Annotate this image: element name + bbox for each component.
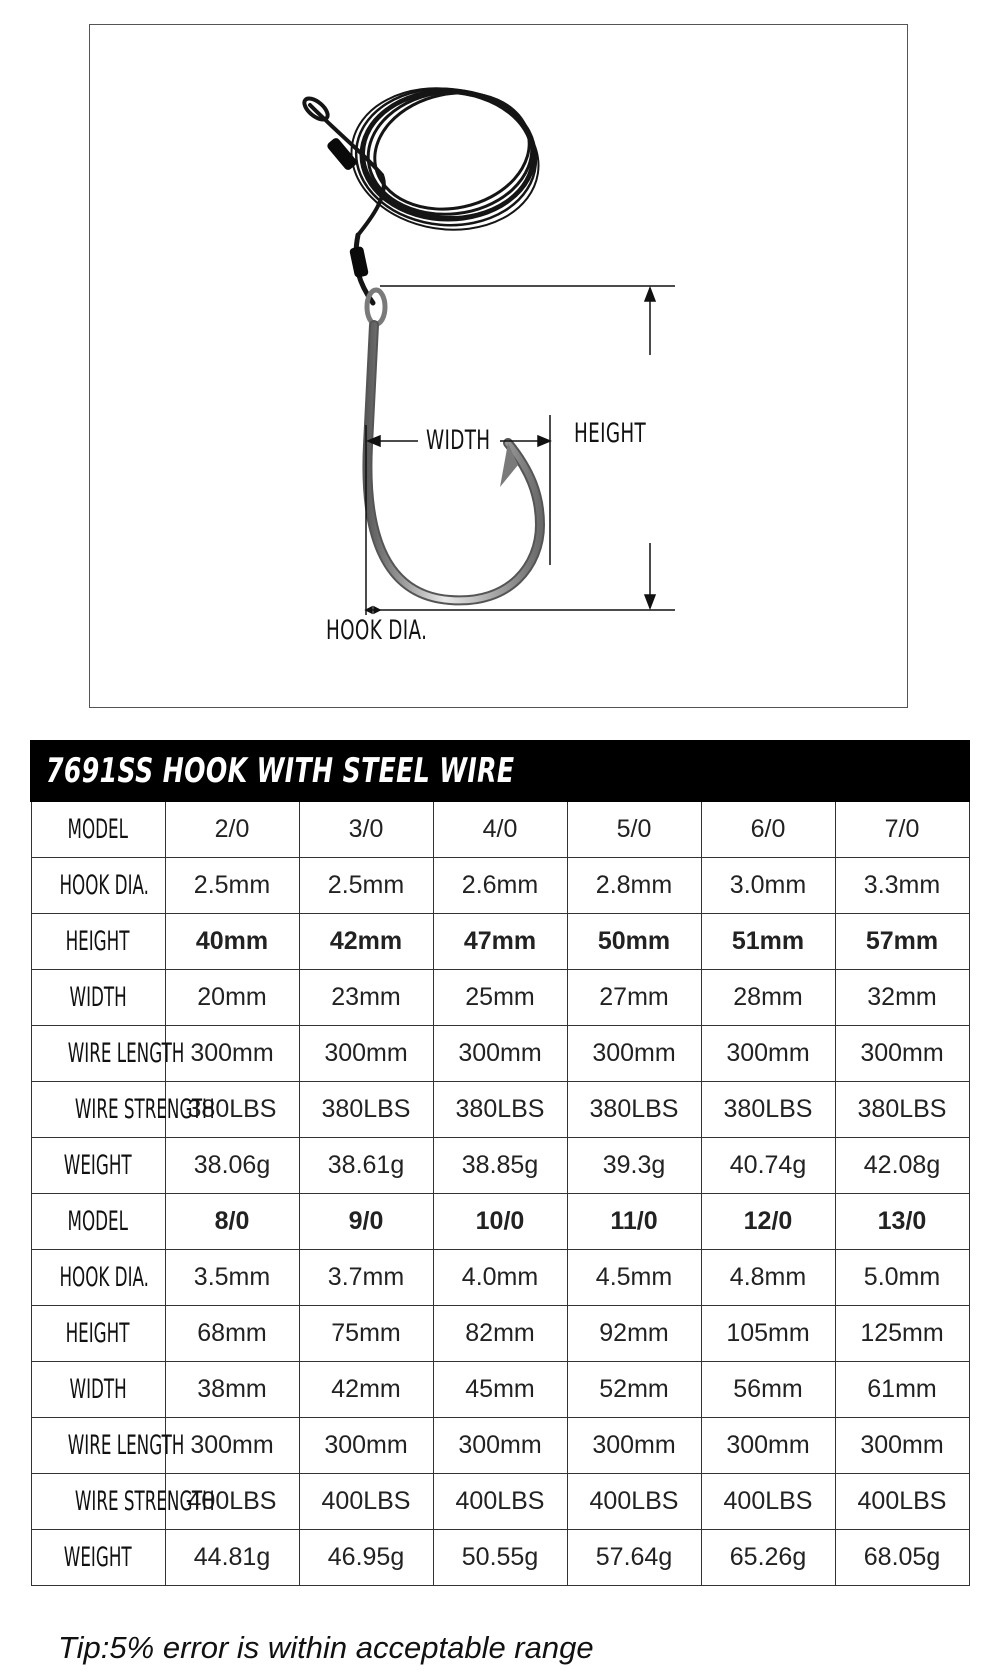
table-row bbox=[31, 1194, 969, 1250]
row-label-cell bbox=[31, 1418, 184, 1474]
row-label-cell bbox=[31, 858, 165, 914]
width-label: WIDTH bbox=[426, 425, 491, 456]
row-label: WIDTH bbox=[69, 1374, 127, 1405]
row-label: WIRE LENGTH bbox=[67, 1430, 184, 1461]
table-cell: 3.0mm bbox=[701, 858, 835, 914]
table-title-row bbox=[31, 741, 969, 801]
table-row bbox=[31, 1474, 969, 1530]
table-cell: 400LBS bbox=[567, 1474, 701, 1530]
row-label: HEIGHT bbox=[66, 926, 130, 957]
table-row bbox=[31, 1362, 969, 1418]
table-cell: 7/0 bbox=[835, 801, 969, 858]
hook-dia-label: HOOK DIA. bbox=[326, 615, 428, 646]
table-cell: 300mm bbox=[701, 1026, 835, 1082]
table-cell: 300mm bbox=[433, 1418, 567, 1474]
table-cell: 57mm bbox=[835, 914, 969, 970]
table-cell: 82mm bbox=[433, 1306, 567, 1362]
row-label-cell bbox=[31, 1474, 215, 1530]
table-cell: 400LBS bbox=[299, 1474, 433, 1530]
table-cell: 38.85g bbox=[433, 1138, 567, 1194]
table-cell: 380LBS bbox=[835, 1082, 969, 1138]
table-cell: 300mm bbox=[433, 1026, 567, 1082]
row-label: WEIGHT bbox=[64, 1150, 132, 1181]
table-cell: 61mm bbox=[835, 1362, 969, 1418]
table-cell: 65.26g bbox=[701, 1530, 835, 1586]
table-cell: 125mm bbox=[835, 1306, 969, 1362]
table-row bbox=[31, 1306, 969, 1362]
table-row bbox=[31, 1082, 969, 1138]
row-label-cell bbox=[31, 801, 165, 858]
row-label: WIRE STRENGTH bbox=[74, 1094, 215, 1125]
row-label-cell bbox=[31, 1194, 165, 1250]
product-figure bbox=[89, 24, 908, 708]
row-label-cell bbox=[31, 1362, 165, 1418]
table-cell: 400LBS bbox=[835, 1474, 969, 1530]
table-cell: 9/0 bbox=[299, 1194, 433, 1250]
table-cell: 92mm bbox=[567, 1306, 701, 1362]
table-cell: 4.0mm bbox=[433, 1250, 567, 1306]
table-cell: 12/0 bbox=[701, 1194, 835, 1250]
table-cell: 300mm bbox=[835, 1418, 969, 1474]
table-cell: 38.61g bbox=[299, 1138, 433, 1194]
table-cell: 3.5mm bbox=[165, 1250, 299, 1306]
hook-diagram bbox=[90, 25, 909, 709]
table-cell: 300mm bbox=[165, 1026, 299, 1082]
table-cell: 5.0mm bbox=[835, 1250, 969, 1306]
row-label-cell bbox=[31, 1138, 165, 1194]
table-cell: 5/0 bbox=[567, 801, 701, 858]
table-cell: 42.08g bbox=[835, 1138, 969, 1194]
table-cell: 57.64g bbox=[567, 1530, 701, 1586]
table-cell: 300mm bbox=[701, 1418, 835, 1474]
row-label: WIDTH bbox=[69, 982, 127, 1013]
table-cell: 51mm bbox=[701, 914, 835, 970]
row-label: HOOK DIA. bbox=[58, 1262, 149, 1293]
table-cell: 40.74g bbox=[701, 1138, 835, 1194]
spec-table bbox=[30, 740, 970, 1586]
table-cell: 27mm bbox=[567, 970, 701, 1026]
table-cell: 52mm bbox=[567, 1362, 701, 1418]
table-cell: 11/0 bbox=[567, 1194, 701, 1250]
row-label-cell bbox=[31, 1530, 165, 1586]
table-title: 7691SS HOOK WITH STEEL WIRE bbox=[31, 741, 969, 801]
table-cell: 4.5mm bbox=[567, 1250, 701, 1306]
row-label: WIRE STRENGTH bbox=[74, 1486, 215, 1517]
table-cell: 4/0 bbox=[433, 801, 567, 858]
table-cell: 380LBS bbox=[567, 1082, 701, 1138]
table-cell: 105mm bbox=[701, 1306, 835, 1362]
table-cell: 3/0 bbox=[299, 801, 433, 858]
table-cell: 44.81g bbox=[165, 1530, 299, 1586]
dimension-lines bbox=[366, 286, 675, 615]
tip-text: Tip:5% error is within acceptable range bbox=[58, 1630, 594, 1665]
table-cell: 28mm bbox=[701, 970, 835, 1026]
table-cell: 75mm bbox=[299, 1306, 433, 1362]
table-cell: 6/0 bbox=[701, 801, 835, 858]
table-row bbox=[31, 1418, 969, 1474]
table-row bbox=[31, 970, 969, 1026]
table-row bbox=[31, 858, 969, 914]
table-cell: 2.5mm bbox=[165, 858, 299, 914]
table-cell: 38mm bbox=[165, 1362, 299, 1418]
table-cell: 2.8mm bbox=[567, 858, 701, 914]
table-cell: 47mm bbox=[433, 914, 567, 970]
row-label-cell bbox=[31, 1306, 165, 1362]
table-cell: 3.7mm bbox=[299, 1250, 433, 1306]
table-cell: 300mm bbox=[299, 1418, 433, 1474]
row-label: MODEL bbox=[67, 814, 129, 845]
table-cell: 40mm bbox=[165, 914, 299, 970]
table-cell: 380LBS bbox=[433, 1082, 567, 1138]
table-cell: 10/0 bbox=[433, 1194, 567, 1250]
table-cell: 3.3mm bbox=[835, 858, 969, 914]
row-label-cell bbox=[31, 1250, 165, 1306]
table-row bbox=[31, 914, 969, 970]
row-label: HOOK DIA. bbox=[58, 870, 149, 901]
table-cell: 2.6mm bbox=[433, 858, 567, 914]
table-cell: 39.3g bbox=[567, 1138, 701, 1194]
table-row bbox=[31, 1026, 969, 1082]
row-label-cell bbox=[31, 1026, 184, 1082]
table-cell: 380LBS bbox=[701, 1082, 835, 1138]
table-cell: 400LBS bbox=[165, 1474, 299, 1530]
table-cell: 23mm bbox=[299, 970, 433, 1026]
table-cell: 42mm bbox=[299, 914, 433, 970]
table-cell: 68mm bbox=[165, 1306, 299, 1362]
row-label-cell bbox=[31, 1082, 215, 1138]
table-cell: 380LBS bbox=[165, 1082, 299, 1138]
table-cell: 50.55g bbox=[433, 1530, 567, 1586]
row-label: MODEL bbox=[67, 1206, 129, 1237]
height-label: HEIGHT bbox=[574, 418, 647, 449]
table-row bbox=[31, 1530, 969, 1586]
table-cell: 300mm bbox=[299, 1026, 433, 1082]
table-cell: 380LBS bbox=[299, 1082, 433, 1138]
table-cell: 4.8mm bbox=[701, 1250, 835, 1306]
table-cell: 46.95g bbox=[299, 1530, 433, 1586]
table-cell: 2.5mm bbox=[299, 858, 433, 914]
table-cell: 56mm bbox=[701, 1362, 835, 1418]
row-label-cell bbox=[31, 914, 165, 970]
table-cell: 2/0 bbox=[165, 801, 299, 858]
table-cell: 42mm bbox=[299, 1362, 433, 1418]
table-cell: 400LBS bbox=[701, 1474, 835, 1530]
table-cell: 300mm bbox=[835, 1026, 969, 1082]
row-label: WIRE LENGTH bbox=[67, 1038, 184, 1069]
table-cell: 25mm bbox=[433, 970, 567, 1026]
steel-wire-coil bbox=[301, 75, 549, 303]
row-label-cell bbox=[31, 970, 165, 1026]
table-cell: 300mm bbox=[165, 1418, 299, 1474]
table-cell: 300mm bbox=[567, 1418, 701, 1474]
spec-table-body bbox=[31, 801, 969, 1586]
table-cell: 38.06g bbox=[165, 1138, 299, 1194]
table-cell: 300mm bbox=[567, 1026, 701, 1082]
table-cell: 68.05g bbox=[835, 1530, 969, 1586]
row-label: HEIGHT bbox=[66, 1318, 130, 1349]
table-cell: 32mm bbox=[835, 970, 969, 1026]
row-label: WEIGHT bbox=[64, 1542, 132, 1573]
table-cell: 13/0 bbox=[835, 1194, 969, 1250]
table-row bbox=[31, 801, 969, 858]
table-cell: 45mm bbox=[433, 1362, 567, 1418]
table-row bbox=[31, 1250, 969, 1306]
table-cell: 20mm bbox=[165, 970, 299, 1026]
table-row bbox=[31, 1138, 969, 1194]
table-cell: 50mm bbox=[567, 914, 701, 970]
crimp-sleeve bbox=[349, 246, 369, 278]
table-cell: 400LBS bbox=[433, 1474, 567, 1530]
table-cell: 8/0 bbox=[165, 1194, 299, 1250]
